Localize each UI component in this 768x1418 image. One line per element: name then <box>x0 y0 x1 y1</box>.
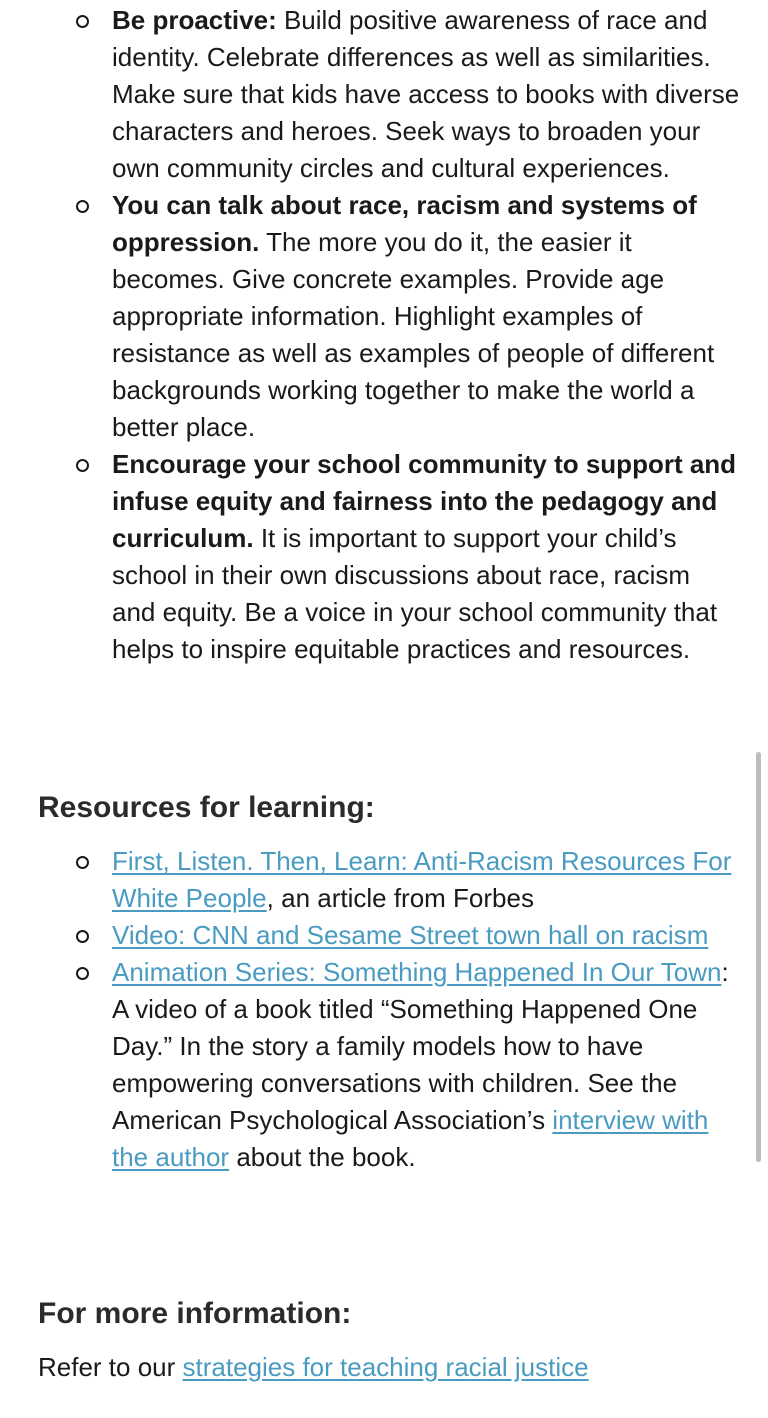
list-item <box>0 187 768 446</box>
scrollbar[interactable] <box>756 752 761 1162</box>
tip-title: You can talk about race, racism and systems of oppression. <box>112 190 697 257</box>
resources-heading: Resources for learning: <box>38 791 375 824</box>
resources-list <box>0 843 768 1176</box>
resource-description: , an article from Forbes <box>266 883 534 913</box>
list-item <box>0 917 768 954</box>
author-interview-link[interactable]: interview with the author <box>112 1105 709 1172</box>
tip-text: Build positive awareness of race and identity. Celebrate differences as well as similarities. Make sure that kids have access to books with diverse characters and heroes. Seek ways to broaden your own community circles and cultural experiences. <box>112 5 740 183</box>
list-item <box>0 2 768 187</box>
resource-description-end: about the book. <box>229 1142 416 1172</box>
cnn-sesame-video-link[interactable]: Video: CNN and Sesame Street town hall on racism <box>112 920 709 950</box>
more-info-text <box>38 1349 589 1386</box>
circle-bullet-icon <box>76 967 89 980</box>
circle-bullet-icon <box>76 930 89 943</box>
list-item <box>0 843 768 917</box>
list-item <box>0 954 768 1176</box>
more-info-heading: For more information: <box>38 1297 352 1330</box>
tips-list <box>0 2 768 668</box>
tip-title: Be proactive: <box>112 5 277 35</box>
circle-bullet-icon <box>76 15 89 28</box>
circle-bullet-icon <box>76 459 89 472</box>
list-item <box>0 446 768 668</box>
circle-bullet-icon <box>76 856 89 869</box>
tip-title: Encourage your school community to support and infuse equity and fairness into the pedagogy and curriculum. <box>112 449 737 553</box>
more-info-prefix: Refer to our <box>38 1352 183 1382</box>
racial-justice-strategies-link[interactable]: strategies for teaching racial justice <box>182 1352 589 1382</box>
forbes-article-link[interactable]: First, Listen. Then, Learn: Anti-Racism Resources For White People <box>112 846 732 913</box>
tip-text: It is important to support your child’s school in their own discussions about race, racism and equity. Be a voice in your school community that helps to inspire equitable practices and resources. <box>112 523 718 664</box>
animation-series-link[interactable]: Animation Series: Something Happened In Our Town <box>112 957 722 987</box>
tip-text: The more you do it, the easier it becomes. Give concrete examples. Provide age appropriate information. Highlight examples of resistance as well as examples of people of different backgrounds working together to make the world a better place. <box>112 227 715 442</box>
circle-bullet-icon <box>76 200 89 213</box>
resource-description: : A video of a book titled “Something Happened One Day.” In the story a family models how to have empowering conversations with children. See the American Psychological Association’s <box>112 957 729 1135</box>
